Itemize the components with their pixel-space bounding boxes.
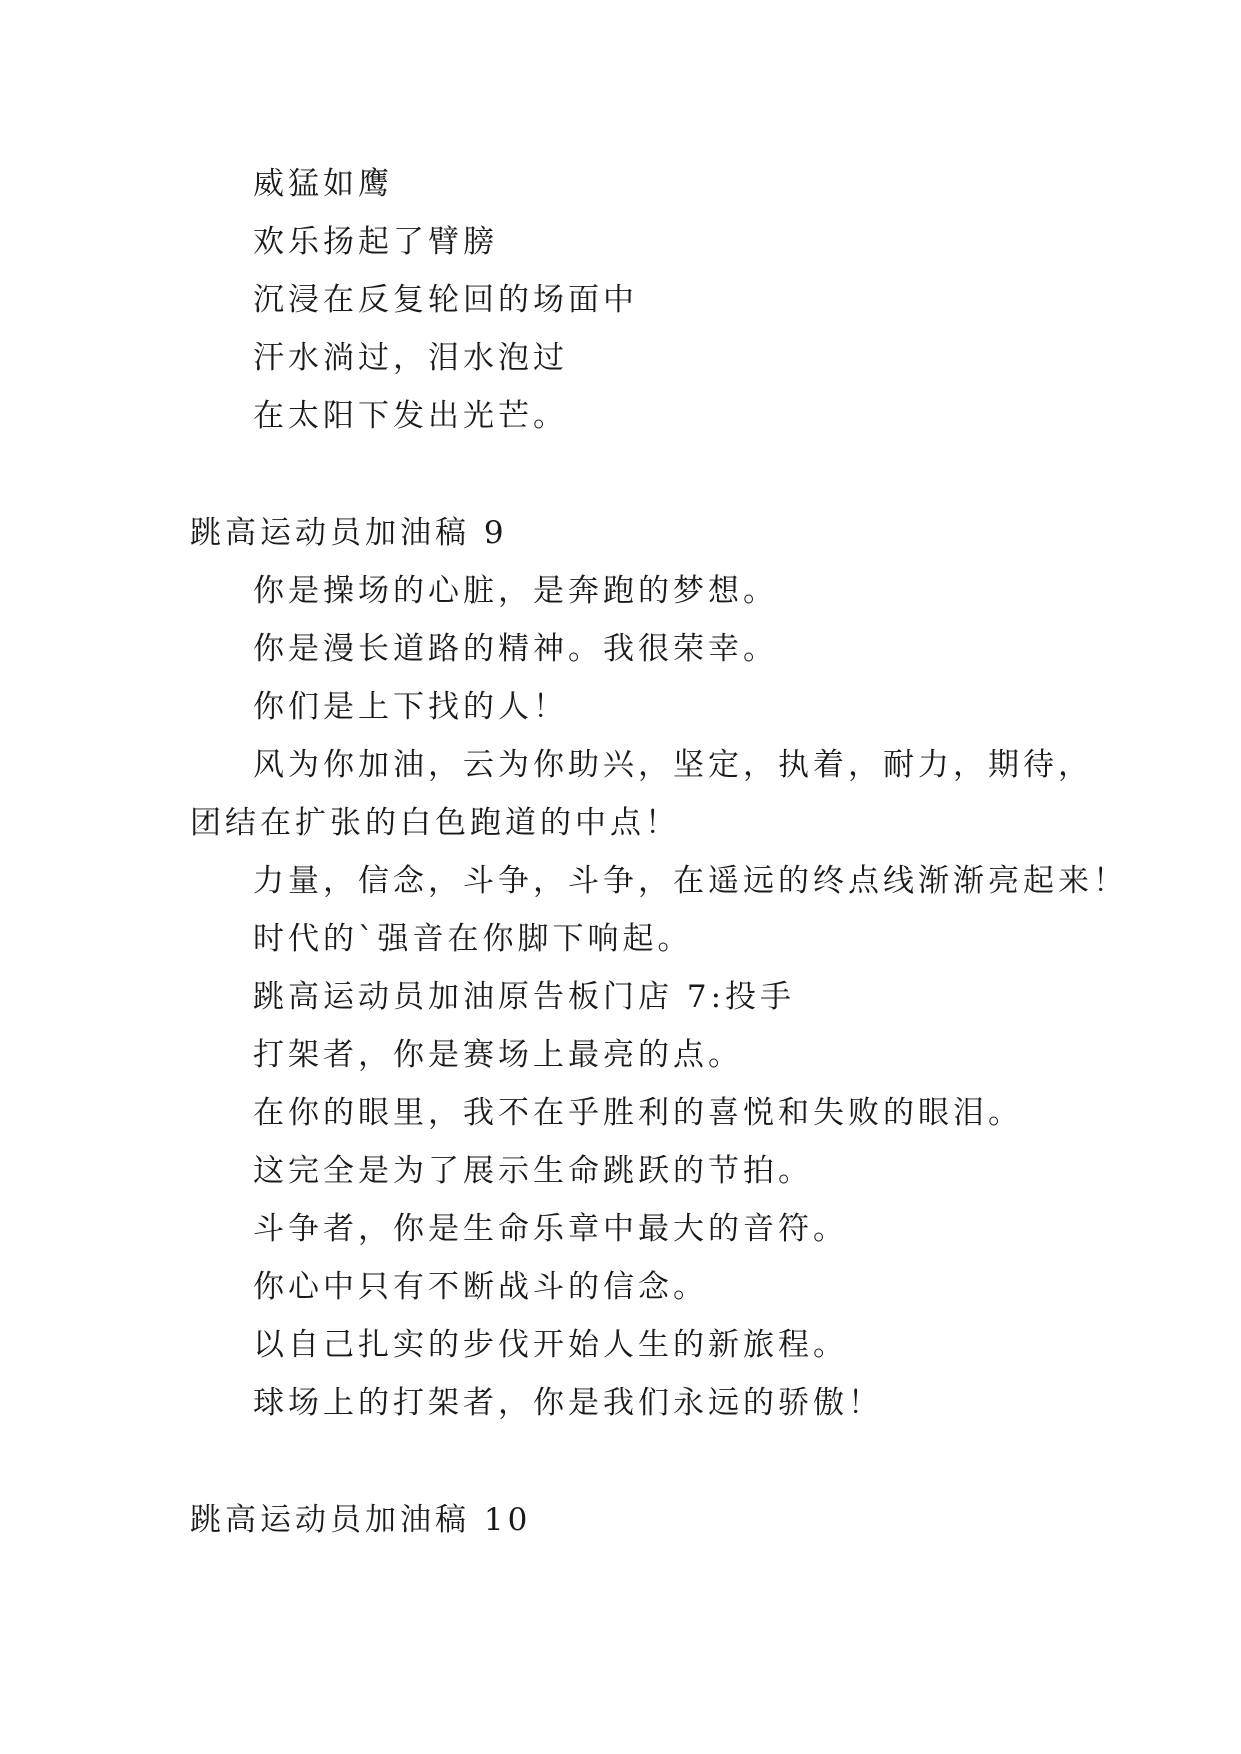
section-title: 跳高运动员加油稿 10: [190, 1502, 532, 1538]
paragraph-line: 球场上的打架者，你是我们永远的骄傲！: [253, 1385, 883, 1421]
paragraph-line: 以自己扎实的步伐开始人生的新旅程。: [253, 1327, 848, 1363]
paragraph-line: 斗争者，你是生命乐章中最大的音符。: [253, 1211, 848, 1247]
poem-line: 沉浸在反复轮回的场面中: [253, 282, 638, 318]
poem-line: 威猛如鹰: [253, 166, 393, 202]
poem-line: 在太阳下发出光芒。: [253, 398, 568, 434]
paragraph-line: 这完全是为了展示生命跳跃的节拍。: [253, 1153, 813, 1189]
paragraph-line-continuation: 团结在扩张的白色跑道的中点！: [190, 805, 680, 841]
paragraph-line: 打架者，你是赛场上最亮的点。: [253, 1037, 743, 1073]
paragraph-line: 你们是上下找的人！: [253, 689, 568, 725]
paragraph-line: 跳高运动员加油原告板门店 7:投手: [253, 979, 796, 1015]
paragraph-line: 你是操场的心脏，是奔跑的梦想。: [253, 573, 778, 609]
paragraph-line: 你是漫长道路的精神。我很荣幸。: [253, 631, 778, 667]
paragraph-line: 你心中只有不断战斗的信念。: [253, 1269, 708, 1305]
paragraph-line: 时代的`强音在你脚下响起。: [253, 921, 693, 957]
poem-line: 汗水淌过，泪水泡过: [253, 340, 568, 376]
paragraph-line: 力量，信念，斗争，斗争，在遥远的终点线渐渐亮起来！: [253, 863, 1128, 899]
paragraph-line: 风为你加油，云为你助兴，坚定，执着，耐力，期待，: [253, 747, 1093, 783]
paragraph-line: 在你的眼里，我不在乎胜利的喜悦和失败的眼泪。: [253, 1095, 1023, 1131]
poem-line: 欢乐扬起了臂膀: [253, 224, 498, 260]
section-title: 跳高运动员加油稿 9: [190, 515, 508, 551]
